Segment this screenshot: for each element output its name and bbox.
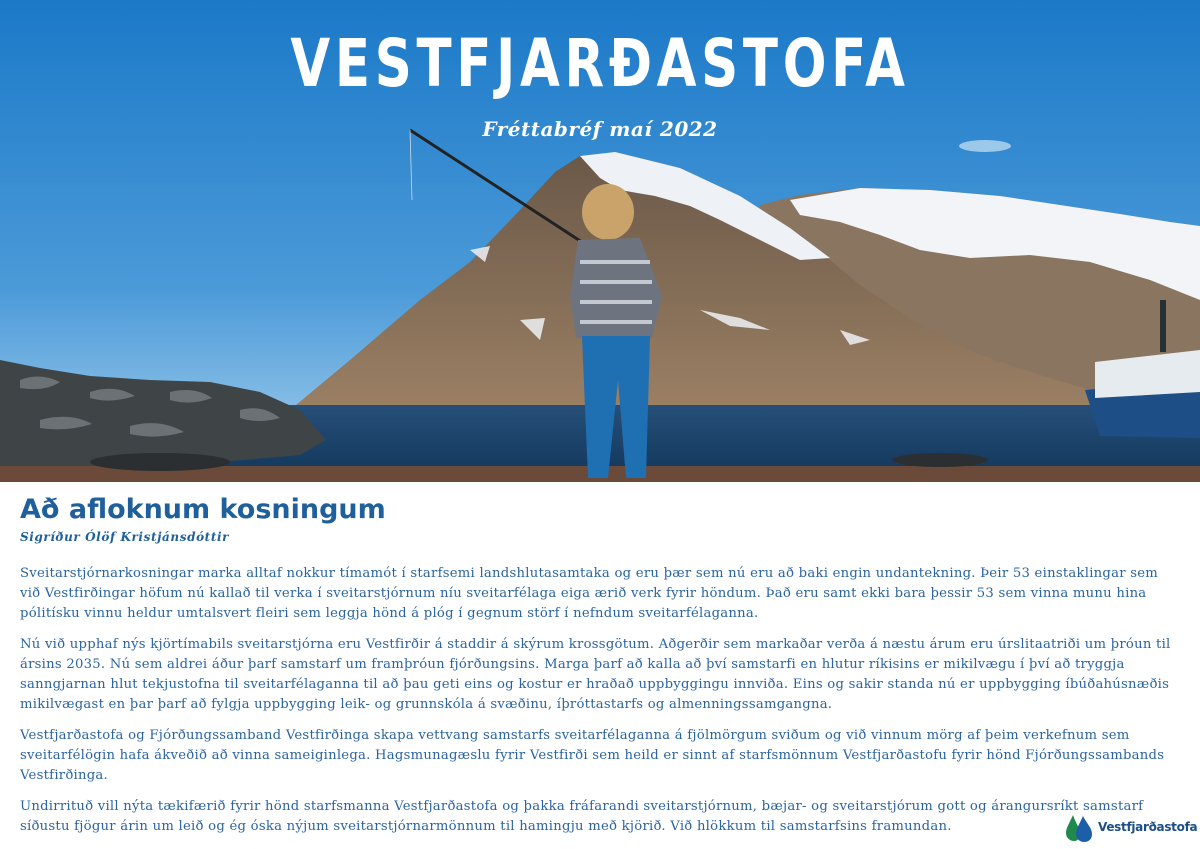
paragraph: Nú við upphaf nýs kjörtímabils sveitarstjórna eru Vestfirðir á staddir á skýrum krossgötum. Aðgerðir sem markaðar verða á næstu árum eru úrslitaatriði um þróun til ársins 2035. Nú sem aldrei áður þarf samstarf um framþróun fjórðungsins. Marga þarf að kalla að því samstarfi en hlutur ríkisins er mikilvægu í því að tryggja sanngjarnan hlut tekjustofna til sveitarfélaganna til að þau geti eins og kostur er hraðað uppbyggingu innviða. Eins og sakir standa nú er uppbygging íbúðahúsnæðis mikilvægast en þar þarf að fylgja uppbygging leik- og grunnskóla á svæðinu, íþróttastarfs og almenningssamgangna. <box>20 637 1171 712</box>
logo-text: Vestfjarðastofa <box>1098 820 1198 834</box>
footer-logo <box>1064 812 1197 842</box>
paragraph: Vestfjarðastofa og Fjórðungssamband Vestfirðinga skapa vettvang samstarfs sveitarfélaganna á fjölmörgum sviðum og við vinnum mörg af þeim verkefnum sem sveitarfélögin hafa ákveðið að vinna sameiginlega. Hagsmunagæslu fyrir Vestfirði sem heild er sinnt af starfsmönnum Vestfjarðastofu fyrir hönd Fjórðungssambands Vestfirðinga. <box>20 728 1165 783</box>
masthead-title: VESTFJARÐASTOFA <box>290 25 910 102</box>
dock-rock <box>892 453 988 467</box>
article-body <box>20 564 1178 848</box>
boat-mast <box>1160 300 1166 352</box>
drop-logo-icon <box>1064 812 1094 842</box>
cloud <box>959 140 1011 152</box>
paragraph: Sveitarstjórnarkosningar marka alltaf nokkur tímamót í starfsemi landshlutasamtaka og eru þær sem nú eru að baki engin undantekning. Þeir 53 einstaklingar sem við Vestfirðingar höfum nú kallað til verka í sveitarstjórnum níu sveitarfélaga eiga ærið verk fyrir höndum. Það eru samt ekki bara þessir 53 sem vinna munu hina pólitísku vinnu heldur umtalsvert fleiri sem leggja hönd á plóg í gegnum störf í nefndum sveitarfélaganna. <box>20 566 1159 621</box>
paragraph: Undirrituð vill nýta tækifærið fyrir hönd starfsmanna Vestfjarðastofa og þakka fráfarandi sveitarstjórnum, bæjar- og sveitarstjórum gott og árangursríkt samstarf síðustu fjögur árin um leið og ég óska nýjum sveitarstjórnarmönnum til hamingju með kjörið. Við hlökkum til samstarfsins framundan. <box>20 799 1144 834</box>
dock-rock <box>90 453 230 471</box>
article-author: Sigríður Ólöf Kristjánsdóttir <box>20 530 230 544</box>
article-title: Að afloknum kosningum <box>20 494 386 525</box>
issue-subtitle: Fréttabréf maí 2022 <box>482 117 718 141</box>
